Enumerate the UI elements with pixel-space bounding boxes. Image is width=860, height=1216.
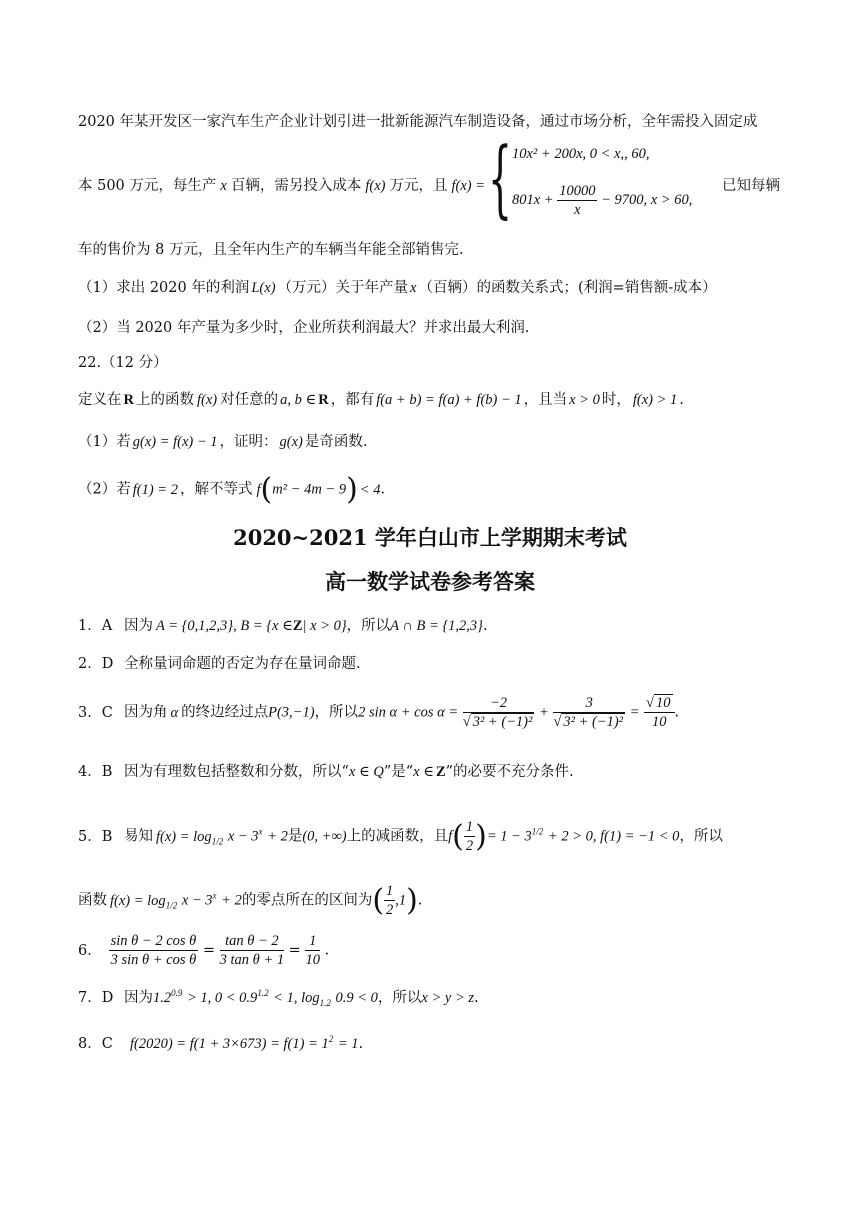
numerator: tan θ − 2 <box>220 932 284 951</box>
math-expr: | x > 0} <box>302 618 347 634</box>
denominator: 10 <box>305 952 320 968</box>
answer-number: 3．C <box>78 704 113 721</box>
answer-text: 的零点所在的区间为 <box>241 892 373 909</box>
fraction <box>644 694 674 731</box>
answer-1 <box>78 614 800 635</box>
paren-right: ) <box>346 472 358 507</box>
numerator: 3 <box>553 694 625 713</box>
log-base: 1/2 <box>165 900 178 911</box>
radicand: 10 <box>656 695 671 711</box>
math-expr: = 1 − 3 <box>486 828 532 845</box>
page-title: 2020~2021 学年白山市上学期期末考试 <box>233 525 627 550</box>
q21-sub1 <box>78 276 800 297</box>
numerator: 10000 <box>559 183 596 199</box>
math-set: Z <box>435 764 446 780</box>
answer-text: ，所以 <box>346 618 391 634</box>
answer-text: 因为角 <box>124 704 168 721</box>
fraction <box>553 694 625 731</box>
q22-text: ，且当 <box>523 392 568 408</box>
paren-right: ) <box>406 883 418 918</box>
math-expr: f(x) = log <box>110 892 166 909</box>
q21-text: 万元，且 <box>389 178 448 194</box>
answer-8 <box>78 1032 800 1053</box>
numerator: −2 <box>463 694 535 713</box>
answer-text: . <box>417 892 423 909</box>
math-expr: x ∈ <box>413 764 434 780</box>
answer-text: . <box>358 1036 364 1052</box>
math-expr: P(3,−1) <box>268 704 315 721</box>
q22-text: 对任意的 <box>220 392 279 408</box>
math-expr: 801x + <box>512 191 554 208</box>
math-expr: a, b ∈ <box>280 392 317 408</box>
q22-text: （1）若 <box>78 434 131 450</box>
denominator: 10 <box>652 714 667 730</box>
brace: { <box>488 129 513 227</box>
answer-number: 1．A <box>78 618 113 634</box>
answer-text: . <box>482 618 488 634</box>
math-expr: = 1 <box>337 1036 359 1052</box>
math-expr: f(x) <box>365 178 386 194</box>
math-expr: + 2 > 0, f(1) = −1 < 0 <box>547 828 680 845</box>
page-subtitle: 高一数学试卷参考答案 <box>325 569 535 594</box>
q21-intro-line3: 车的售价为 8 万元，且全年内生产的车辆当年能全部销售完. <box>78 242 464 258</box>
exponent: x <box>212 890 217 901</box>
math-expr: m² − 4m − 9 <box>272 481 347 498</box>
q22-text: ，都有 <box>330 392 375 408</box>
math-expr: f(x) = log <box>156 828 212 845</box>
math-expr: f(1) = 2 <box>132 481 178 498</box>
answer-2 <box>78 652 800 673</box>
q22-definition <box>78 388 800 409</box>
exponent: 0.9 <box>171 988 183 999</box>
math-expr: − 9700, x > 60, <box>601 191 693 208</box>
math-var: x <box>410 280 417 296</box>
math-expr: x > 0 <box>569 392 600 408</box>
math-expr: ,1 <box>395 892 407 909</box>
math-op: = <box>629 704 640 721</box>
denominator: 3 sin θ + cos θ <box>110 952 197 968</box>
answer-text: ，所以 <box>377 990 422 1006</box>
numerator: 1 <box>305 932 320 951</box>
exponent: 1.2 <box>257 988 269 999</box>
denominator: 2 <box>386 902 394 918</box>
math-expr: + 2 <box>221 892 242 909</box>
answer-number: 8．C <box>78 1036 113 1052</box>
math-set: Z <box>292 618 303 634</box>
fraction <box>463 694 535 731</box>
piecewise-function <box>488 129 718 227</box>
q22-text: 是奇函数. <box>304 434 368 450</box>
answer-text: 因为 <box>124 618 153 634</box>
math-op: + <box>538 704 549 721</box>
radicand: 3² + (−1)² <box>472 714 533 730</box>
math-expr: > 1, 0 < 0.9 <box>186 990 258 1006</box>
piecewise-case-2 <box>512 182 692 219</box>
answer-text: 易知 <box>124 828 153 845</box>
answer-text: . <box>674 704 680 721</box>
paren-right: ) <box>475 819 487 854</box>
fraction <box>557 182 597 219</box>
math-expr: g(x) <box>279 434 303 450</box>
denominator: √ 3² + (−1)² <box>462 714 533 730</box>
answer-text: . <box>474 990 479 1006</box>
fraction <box>220 932 284 969</box>
paren-left: ( <box>372 883 385 918</box>
answer-number: 7．D <box>78 990 114 1006</box>
answer-text: 因为有理数包括整数和分数，所以“ <box>124 764 349 780</box>
math-expr: (0, +∞) <box>302 828 347 845</box>
q22-sub1 <box>78 430 800 451</box>
math-var: x <box>220 178 227 194</box>
fraction <box>464 818 475 855</box>
answer-number: 4．B <box>78 764 113 780</box>
math-expr: L(x) <box>251 280 276 296</box>
math-expr: A ∩ B = {1,2,3} <box>390 618 483 634</box>
fraction <box>384 882 395 919</box>
answer-3 <box>78 694 800 731</box>
q21-intro-line1 <box>78 110 800 131</box>
math-set: R <box>123 392 134 408</box>
math-expr: 2 sin α + cos α = <box>358 704 459 721</box>
q21-text: （百辆）的函数关系式；(利润=销售额-成本） <box>418 280 717 296</box>
answer-text: ”是“ <box>383 764 414 780</box>
q21-text: 百辆，需另投入成本 <box>230 178 362 194</box>
answer-5-line1 <box>78 818 800 855</box>
fraction <box>305 932 320 969</box>
answer-6: 6． $\frac{\text{sin θ − 2 cos θ}}{\text{3 sin θ + cos θ}}$ = $\frac{\text{tan θ − 2}}{\text{3 tan θ + 1}}$ = $\frac{1}{10}$ . <box>78 933 330 968</box>
exponent: x <box>258 826 263 837</box>
math-expr: f(a + b) = f(a) + f(b) − 1 <box>376 392 522 408</box>
numerator: 1 <box>465 819 474 835</box>
log-base: 1/2 <box>211 836 224 847</box>
math-func: f <box>448 828 453 845</box>
answer-number: 2．D <box>78 656 114 672</box>
numerator: 1 <box>386 883 394 899</box>
q21-sub2: （2）当 2020 年产量为多少时，企业所获利润最大？并求出最大利润. <box>78 320 530 336</box>
q22-text: . <box>380 481 386 498</box>
math-expr: A = {0,1,2,3}, B = {x ∈ <box>156 618 293 634</box>
answer-4 <box>78 760 800 781</box>
denominator: x <box>574 202 581 218</box>
q21-text: 本 500 万元，每生产 <box>78 178 217 194</box>
math-set: R <box>318 392 329 408</box>
math-expr: x − 3 <box>227 828 259 845</box>
answer-text: ”的必要不充分条件. <box>445 764 574 780</box>
numerator: √ 10 <box>644 694 674 713</box>
math-expr: f(x) > 1 <box>632 392 678 408</box>
math-var: α <box>170 704 179 721</box>
math-expr: f(2020) = f(1 + 3×673) = f(1) = 1 <box>130 1036 329 1052</box>
paren-left: ( <box>452 819 464 854</box>
q22-text: （2）若 <box>78 481 131 498</box>
q21-text-tail: 已知每辆 <box>722 178 780 194</box>
math-expr: f(x) = <box>451 178 485 194</box>
math-expr: < 4 <box>359 481 381 498</box>
q22-heading: 22.（12 分） <box>78 355 168 371</box>
math-expr: f(x) <box>196 392 218 408</box>
math-expr: x ∈ Q <box>348 764 384 780</box>
answer-number: 6． <box>78 942 102 959</box>
math-expr: + 2 <box>267 828 288 845</box>
math-expr: < 1, log <box>273 990 320 1006</box>
q21-text: （1）求出 2020 年的利润 <box>78 280 250 296</box>
piecewise-case-1: 10x² + 200x, 0 < x,, 60, <box>512 146 650 162</box>
answer-text: . <box>324 942 330 959</box>
denominator: 3 tan θ + 1 <box>219 952 285 968</box>
q21-text: （万元）关于年产量 <box>277 280 409 296</box>
radicand: 3² + (−1)² <box>563 714 624 730</box>
answer-text: 全称量词命题的否定为存在量词命题. <box>124 656 361 672</box>
q22-text: 时， <box>601 392 631 408</box>
answer-text: 是 <box>287 828 303 845</box>
numerator: sin θ − 2 cos θ <box>110 933 197 949</box>
q21-text: 2020 年某开发区一家汽车生产企业计划引进一批新能源汽车制造设备，通过市场分析，全年需投入固定成 <box>78 114 758 130</box>
q22-sub2 <box>78 472 800 507</box>
math-expr: x > y > z <box>421 990 474 1006</box>
answer-number: 5．B <box>78 828 113 845</box>
paren-left: ( <box>260 472 273 507</box>
q22-text: 定义在 <box>78 392 122 408</box>
answer-text: 函数 <box>78 892 107 909</box>
math-expr: 0.9 < 0 <box>335 990 378 1006</box>
answer-text: 的终边经过点 <box>181 704 269 721</box>
answer-text: ，所以 <box>679 828 723 845</box>
math-expr: x − 3 <box>181 892 213 909</box>
exponent: 2 <box>328 1034 334 1045</box>
denominator: √ 3² + (−1)² <box>553 714 624 730</box>
answer-7 <box>78 986 800 1008</box>
answer-5-line2 <box>78 882 800 919</box>
q22-text: . <box>679 392 684 408</box>
math-expr: 1.2 <box>153 990 172 1006</box>
answer-text: 因为 <box>124 990 153 1006</box>
fraction <box>109 932 199 969</box>
denominator: 2 <box>465 838 474 854</box>
exponent: 1/2 <box>531 826 544 837</box>
answer-text: ，所以 <box>314 704 359 721</box>
math-expr: g(x) = f(x) − 1 <box>132 434 218 450</box>
q22-text: ，证明： <box>219 434 278 450</box>
math-func: f <box>256 481 261 498</box>
q22-text: ，解不等式 <box>179 481 253 498</box>
q22-text: 上的函数 <box>135 392 194 408</box>
log-base: 1.2 <box>319 997 331 1008</box>
answer-text: 上的减函数，且 <box>346 828 449 845</box>
